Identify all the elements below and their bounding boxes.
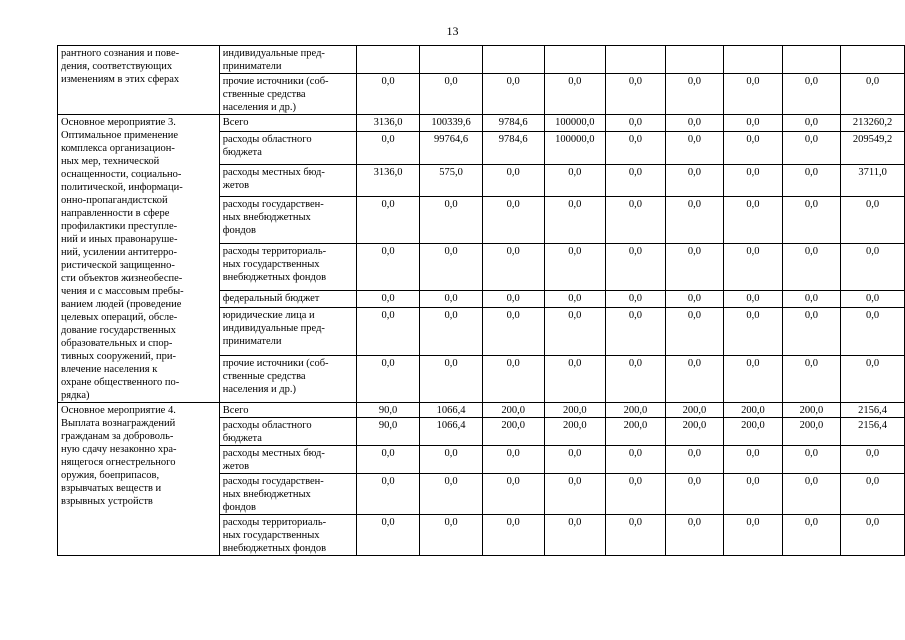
- event-description-line: направленности в сфере: [61, 208, 170, 219]
- event-description-line: оснащенности, социально-: [61, 169, 182, 180]
- amount-cell: 0,0: [356, 446, 420, 474]
- amount-cell: 200,0: [544, 418, 606, 446]
- funding-source-line: Всего: [222, 405, 249, 416]
- amount-cell: 90,0: [356, 403, 420, 418]
- amount-cell: 0,0: [544, 515, 606, 556]
- amount-cell: 0,0: [420, 291, 483, 308]
- event-description-line: политической, информаци-: [61, 182, 183, 193]
- amount-cell: 0,0: [665, 164, 724, 196]
- amount-cell: 0,0: [724, 132, 783, 164]
- amount-cell: 0,0: [606, 291, 665, 308]
- event-description-line: онно-пропагандистской: [61, 195, 168, 206]
- budget-table: [57, 45, 905, 556]
- amount-cell: 0,0: [724, 446, 783, 474]
- amount-cell: 0,0: [606, 243, 665, 290]
- amount-cell: 0,0: [782, 308, 841, 355]
- amount-cell: 0,0: [782, 515, 841, 556]
- event-description-line: профилактики преступле-: [61, 221, 178, 232]
- event-description-line: влечение населения к: [61, 364, 158, 375]
- funding-source-line: индивидуальные пред-: [222, 323, 325, 335]
- amount-cell: 0,0: [544, 446, 606, 474]
- event-description-line: Оптимальное применение: [61, 130, 179, 141]
- amount-cell: [356, 46, 420, 74]
- event-description-line: оружия, боеприпасов,: [61, 470, 160, 481]
- amount-cell: 0,0: [606, 474, 665, 515]
- amount-cell: 2156,4: [841, 418, 905, 446]
- amount-cell: 200,0: [782, 418, 841, 446]
- amount-cell: 0,0: [606, 115, 665, 132]
- amount-cell: 0,0: [665, 308, 724, 355]
- event-description-cell: [58, 403, 220, 556]
- funding-source-line: индивидуальные пред-: [222, 48, 325, 59]
- amount-cell: 0,0: [356, 74, 420, 115]
- event-description-line: целевых операций, обсле-: [61, 312, 178, 323]
- page-number: 13: [446, 24, 459, 38]
- amount-cell: 0,0: [482, 474, 544, 515]
- amount-cell: 0,0: [420, 515, 483, 556]
- amount-cell: 0,0: [420, 355, 483, 402]
- amount-cell: 0,0: [606, 196, 665, 243]
- amount-cell: 3711,0: [841, 164, 905, 196]
- amount-cell: 0,0: [841, 355, 905, 402]
- event-description-line: дения, соответствующих: [61, 61, 173, 72]
- event-description-line: охране общественного по-: [61, 377, 180, 388]
- amount-cell: 200,0: [482, 403, 544, 418]
- amount-cell: 0,0: [665, 515, 724, 556]
- event-description-line: взрывных устройств: [61, 496, 153, 507]
- amount-cell: 0,0: [665, 446, 724, 474]
- amount-cell: 0,0: [724, 243, 783, 290]
- amount-cell: 90,0: [356, 418, 420, 446]
- amount-cell: 0,0: [482, 355, 544, 402]
- amount-cell: 0,0: [356, 196, 420, 243]
- amount-cell: 1066,4: [420, 418, 483, 446]
- event-description-line: Выплата вознаграждений: [61, 418, 176, 429]
- amount-cell: 200,0: [665, 403, 724, 418]
- amount-cell: 0,0: [665, 474, 724, 515]
- table-row: [58, 46, 905, 74]
- amount-cell: 200,0: [665, 418, 724, 446]
- funding-source-line: федеральный бюджет: [222, 293, 320, 305]
- amount-cell: 200,0: [482, 418, 544, 446]
- amount-cell: 0,0: [356, 474, 420, 515]
- funding-source-line: ственные средства: [222, 370, 306, 382]
- amount-cell: 0,0: [841, 446, 905, 474]
- amount-cell: 200,0: [606, 418, 665, 446]
- amount-cell: 0,0: [544, 74, 606, 115]
- event-description-line: рантного сознания и пове-: [61, 48, 180, 59]
- amount-cell: 9784,6: [482, 115, 544, 132]
- amount-cell: 0,0: [724, 164, 783, 196]
- amount-cell: 0,0: [544, 164, 606, 196]
- event-description-line: нящегося огнестрельного: [61, 457, 176, 468]
- funding-source-line: расходы государствен-: [222, 476, 324, 487]
- funding-source-cell: [219, 308, 356, 355]
- amount-cell: 0,0: [841, 196, 905, 243]
- amount-cell: 0,0: [606, 74, 665, 115]
- amount-cell: 0,0: [724, 355, 783, 402]
- amount-cell: 0,0: [782, 115, 841, 132]
- amount-cell: 0,0: [724, 474, 783, 515]
- amount-cell: [482, 46, 544, 74]
- amount-cell: 0,0: [482, 196, 544, 243]
- funding-source-cell: [219, 355, 356, 402]
- funding-source-line: бюджета: [222, 433, 262, 444]
- amount-cell: 3136,0: [356, 115, 420, 132]
- amount-cell: [606, 46, 665, 74]
- amount-cell: 0,0: [724, 515, 783, 556]
- funding-source-cell: [219, 132, 356, 164]
- amount-cell: 0,0: [724, 196, 783, 243]
- amount-cell: 3136,0: [356, 164, 420, 196]
- event-description-line: ристической защищенно-: [61, 260, 175, 271]
- funding-source-cell: [219, 164, 356, 196]
- amount-cell: 0,0: [841, 308, 905, 355]
- funding-source-cell: [219, 515, 356, 556]
- funding-source-cell: [219, 243, 356, 290]
- amount-cell: [841, 46, 905, 74]
- amount-cell: 200,0: [724, 418, 783, 446]
- amount-cell: 0,0: [841, 515, 905, 556]
- amount-cell: 0,0: [606, 308, 665, 355]
- event-description-line: рядка): [61, 390, 90, 401]
- funding-source-line: жетов: [222, 461, 250, 472]
- funding-source-line: ных внебюджетных: [222, 489, 311, 500]
- amount-cell: [782, 46, 841, 74]
- amount-cell: 0,0: [606, 515, 665, 556]
- funding-source-line: расходы территориаль-: [222, 517, 327, 528]
- funding-source-line: Всего: [222, 117, 249, 128]
- amount-cell: 0,0: [665, 196, 724, 243]
- amount-cell: 0,0: [420, 474, 483, 515]
- event-description-line: чения и с массовым пребы-: [61, 286, 184, 297]
- table-row: [58, 403, 905, 418]
- event-description-line: ний и иных правонаруше-: [61, 234, 178, 245]
- funding-source-line: юридические лица и: [222, 310, 315, 322]
- amount-cell: 99764,6: [420, 132, 483, 164]
- funding-source-line: прочие источники (соб-: [222, 76, 329, 87]
- amount-cell: 100000,0: [544, 115, 606, 132]
- funding-source-cell: [219, 291, 356, 308]
- amount-cell: 0,0: [606, 164, 665, 196]
- amount-cell: [420, 46, 483, 74]
- amount-cell: 0,0: [606, 132, 665, 164]
- amount-cell: 0,0: [841, 291, 905, 308]
- amount-cell: 0,0: [665, 132, 724, 164]
- amount-cell: 209549,2: [841, 132, 905, 164]
- amount-cell: 0,0: [544, 196, 606, 243]
- event-description-line: ний, усилении антитерро-: [61, 247, 178, 258]
- amount-cell: 0,0: [841, 474, 905, 515]
- funding-source-line: расходы государствен-: [222, 198, 324, 210]
- funding-source-line: ственные средства: [222, 89, 306, 100]
- funding-source-line: населения и др.): [222, 383, 296, 395]
- amount-cell: 0,0: [482, 515, 544, 556]
- amount-cell: 0,0: [420, 196, 483, 243]
- event-description-line: Основное мероприятие 3.: [61, 117, 176, 128]
- amount-cell: 0,0: [665, 291, 724, 308]
- funding-source-cell: [219, 115, 356, 132]
- event-description-line: изменениям в этих сферах: [61, 74, 180, 85]
- amount-cell: 0,0: [782, 446, 841, 474]
- event-description-line: взрывчатых веществ и: [61, 483, 162, 494]
- amount-cell: 0,0: [665, 355, 724, 402]
- funding-source-line: внебюджетных фондов: [222, 543, 327, 554]
- event-description-line: ных мер, технической: [61, 156, 160, 167]
- amount-cell: 0,0: [782, 132, 841, 164]
- event-description-line: сти объектов жизнеобеспе-: [61, 273, 183, 284]
- funding-source-cell: [219, 446, 356, 474]
- funding-source-line: ных государственных: [222, 258, 320, 270]
- funding-source-cell: [219, 74, 356, 115]
- amount-cell: 0,0: [606, 446, 665, 474]
- amount-cell: 0,0: [782, 291, 841, 308]
- event-description-line: ную сдачу незаконно хра-: [61, 444, 177, 455]
- amount-cell: 0,0: [356, 355, 420, 402]
- amount-cell: 0,0: [724, 308, 783, 355]
- amount-cell: 0,0: [482, 243, 544, 290]
- funding-source-line: фондов: [222, 502, 256, 513]
- amount-cell: 0,0: [544, 308, 606, 355]
- amount-cell: [544, 46, 606, 74]
- amount-cell: 0,0: [356, 243, 420, 290]
- amount-cell: 100339,6: [420, 115, 483, 132]
- funding-source-cell: [219, 418, 356, 446]
- amount-cell: 1066,4: [420, 403, 483, 418]
- funding-source-line: приниматели: [222, 61, 282, 72]
- amount-cell: 0,0: [665, 74, 724, 115]
- amount-cell: 0,0: [482, 446, 544, 474]
- event-description-line: гражданам за доброволь-: [61, 431, 174, 442]
- funding-source-cell: [219, 196, 356, 243]
- funding-source-line: расходы областного: [222, 134, 312, 146]
- amount-cell: 575,0: [420, 164, 483, 196]
- funding-source-line: расходы местных бюд-: [222, 166, 325, 178]
- funding-source-line: ных внебюджетных: [222, 211, 311, 223]
- amount-cell: 0,0: [782, 164, 841, 196]
- funding-source-line: бюджета: [222, 147, 262, 159]
- funding-source-line: внебюджетных фондов: [222, 271, 327, 283]
- event-description-line: Основное мероприятие 4.: [61, 405, 176, 416]
- funding-source-line: жетов: [222, 179, 250, 191]
- funding-source-line: прочие источники (соб-: [222, 357, 329, 369]
- event-description-line: комплекса организацион-: [61, 143, 175, 154]
- funding-source-line: расходы местных бюд-: [222, 448, 325, 459]
- amount-cell: 0,0: [482, 308, 544, 355]
- amount-cell: 2156,4: [841, 403, 905, 418]
- funding-source-cell: [219, 474, 356, 515]
- amount-cell: 0,0: [356, 132, 420, 164]
- amount-cell: 0,0: [841, 74, 905, 115]
- amount-cell: 100000,0: [544, 132, 606, 164]
- amount-cell: 0,0: [356, 308, 420, 355]
- amount-cell: 213260,2: [841, 115, 905, 132]
- amount-cell: 0,0: [420, 74, 483, 115]
- amount-cell: 0,0: [356, 291, 420, 308]
- table-row: [58, 115, 905, 132]
- amount-cell: 200,0: [724, 403, 783, 418]
- amount-cell: 0,0: [724, 74, 783, 115]
- amount-cell: 0,0: [420, 446, 483, 474]
- amount-cell: 0,0: [782, 74, 841, 115]
- amount-cell: 0,0: [782, 196, 841, 243]
- funding-source-line: расходы территориаль-: [222, 245, 327, 257]
- event-description-line: ванием людей (проведение: [61, 299, 182, 310]
- amount-cell: 0,0: [665, 115, 724, 132]
- amount-cell: 0,0: [724, 115, 783, 132]
- amount-cell: 0,0: [356, 515, 420, 556]
- amount-cell: 0,0: [420, 243, 483, 290]
- funding-source-cell: [219, 403, 356, 418]
- funding-source-line: ных государственных: [222, 530, 320, 541]
- amount-cell: 0,0: [782, 474, 841, 515]
- funding-source-line: расходы областного: [222, 420, 312, 431]
- funding-source-line: фондов: [222, 224, 256, 236]
- funding-source-line: приниматели: [222, 336, 282, 348]
- event-description-cell: [58, 46, 220, 115]
- amount-cell: 200,0: [782, 403, 841, 418]
- amount-cell: 0,0: [544, 243, 606, 290]
- amount-cell: 0,0: [482, 291, 544, 308]
- amount-cell: 200,0: [606, 403, 665, 418]
- amount-cell: 0,0: [544, 291, 606, 308]
- amount-cell: [724, 46, 783, 74]
- event-description-line: тивных сооружений, при-: [61, 351, 176, 362]
- amount-cell: 0,0: [841, 243, 905, 290]
- amount-cell: 0,0: [482, 74, 544, 115]
- event-description-cell: [58, 115, 220, 403]
- event-description-line: образовательных и спор-: [61, 338, 173, 349]
- amount-cell: 0,0: [544, 355, 606, 402]
- amount-cell: 0,0: [482, 164, 544, 196]
- amount-cell: 0,0: [665, 243, 724, 290]
- amount-cell: 0,0: [782, 243, 841, 290]
- amount-cell: 0,0: [420, 308, 483, 355]
- funding-source-line: населения и др.): [222, 102, 296, 113]
- amount-cell: 0,0: [724, 291, 783, 308]
- amount-cell: 0,0: [544, 474, 606, 515]
- amount-cell: 0,0: [782, 355, 841, 402]
- amount-cell: 0,0: [606, 355, 665, 402]
- amount-cell: 200,0: [544, 403, 606, 418]
- funding-source-cell: [219, 46, 356, 74]
- amount-cell: [665, 46, 724, 74]
- amount-cell: 9784,6: [482, 132, 544, 164]
- event-description-line: дование государственных: [61, 325, 176, 336]
